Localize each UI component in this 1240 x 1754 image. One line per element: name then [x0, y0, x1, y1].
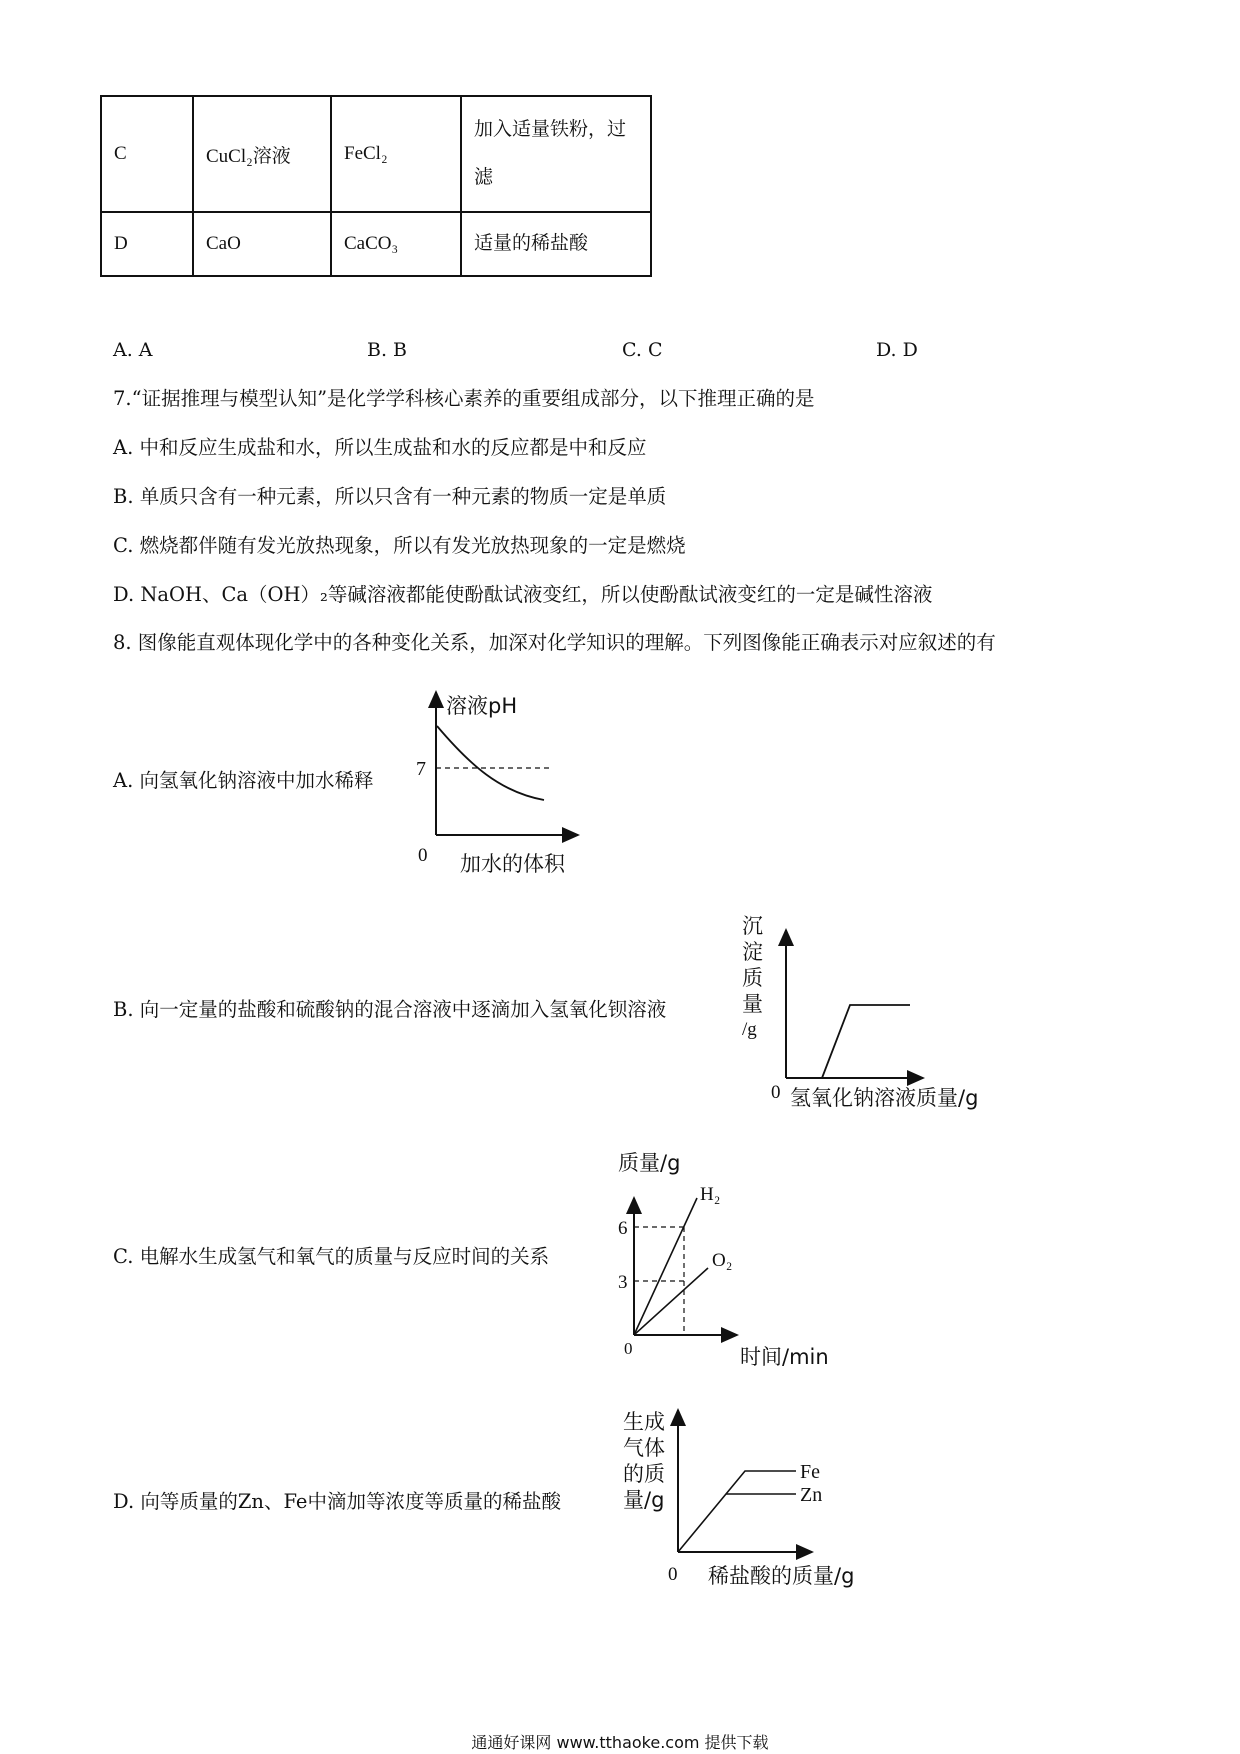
table-cell: C — [101, 96, 193, 212]
x-axis-label: 加水的体积 — [460, 852, 565, 876]
x-axis-label: 时间/min — [740, 1345, 829, 1369]
graph-c — [612, 1150, 842, 1380]
table-cell: CaO — [193, 212, 331, 276]
y-axis-label-3: 的质 — [623, 1462, 665, 1486]
footer-source: 通通好课网 www.tthaoke.com 提供下载 — [471, 1733, 769, 1752]
reagent-table — [100, 95, 652, 277]
q7-stem: 7.“证据推理与模型认知”是化学学科核心素养的重要组成部分，以下推理正确的是 — [113, 387, 815, 410]
y-axis-label: 质量/g — [618, 1151, 681, 1175]
table-cell: 适量的稀盐酸 — [461, 212, 651, 276]
origin-label: 0 — [771, 1082, 781, 1103]
q8-option-a[interactable]: A. 向氢氧化钠溶液中加水稀释 — [113, 769, 374, 792]
y-axis-label-3: 质 — [742, 966, 763, 990]
x-axis-label: 稀盐酸的质量/g — [708, 1564, 855, 1588]
o2-line — [634, 1268, 708, 1335]
y-axis-label-5: /g — [742, 1019, 757, 1040]
table-cell: FeCl₂ — [331, 96, 461, 212]
q8-option-d[interactable]: D. 向等质量的Zn、Fe中滴加等浓度等质量的稀盐酸 — [113, 1490, 561, 1513]
y-axis-label-1: 沉 — [742, 914, 763, 938]
tick-3: 3 — [618, 1272, 628, 1293]
q7-option-c[interactable]: C. 燃烧都伴随有发光放热现象，所以有发光放热现象的一定是燃烧 — [113, 534, 686, 557]
q7-option-a[interactable]: A. 中和反应生成盐和水，所以生成盐和水的反应都是中和反应 — [113, 436, 647, 459]
fe-line — [678, 1471, 796, 1552]
q7-option-d[interactable]: D. NaOH、Ca（OH）₂等碱溶液都能使酚酞试液变红，所以使酚酞试液变红的一定是碱性溶液 — [113, 583, 933, 606]
q7-option-b[interactable]: B. 单质只含有一种元素，所以只含有一种元素的物质一定是单质 — [113, 485, 667, 508]
choice-b[interactable]: B. B — [367, 339, 408, 361]
y-axis-label: 溶液pH — [446, 694, 518, 718]
origin-label: 0 — [624, 1339, 633, 1358]
tick-6: 6 — [618, 1218, 628, 1239]
tick-7: 7 — [416, 758, 426, 780]
graph-a — [410, 680, 590, 880]
zn-label: Zn — [800, 1484, 823, 1506]
table-cell: D — [101, 212, 193, 276]
table-cell: CuCl₂溶液 — [193, 96, 331, 212]
q8-option-b[interactable]: B. 向一定量的盐酸和硫酸钠的混合溶液中逐滴加入氢氧化钡溶液 — [113, 998, 667, 1021]
graph-d — [620, 1400, 870, 1600]
choice-d[interactable]: D. D — [876, 339, 918, 361]
y-axis-label-2: 气体 — [623, 1436, 665, 1460]
y-axis-label-2: 淀 — [742, 940, 763, 964]
table-cell: CaCO₃ — [331, 212, 461, 276]
o2-label: O₂ — [712, 1250, 733, 1271]
fe-label: Fe — [800, 1461, 820, 1483]
y-axis-label-1: 生成 — [623, 1410, 665, 1434]
h2-line — [634, 1198, 697, 1335]
choice-a[interactable]: A. A — [113, 339, 153, 361]
choice-c[interactable]: C. C — [622, 339, 663, 361]
y-axis-label-4: 量 — [742, 992, 763, 1016]
graph-b — [738, 900, 1008, 1125]
q8-stem: 8. 图像能直观体现化学中的各种变化关系，加深对化学知识的理解。下列图像能正确表示对应叙述的有 — [113, 631, 996, 654]
y-axis-label-4: 量/g — [623, 1488, 665, 1512]
origin-label: 0 — [418, 845, 428, 866]
q8-option-c[interactable]: C. 电解水生成氢气和氧气的质量与反应时间的关系 — [113, 1245, 550, 1268]
ph-curve — [437, 726, 544, 800]
h2-label: H₂ — [700, 1184, 721, 1205]
table-cell: 加入适量铁粉，过滤 — [461, 96, 651, 212]
table-row — [101, 212, 651, 276]
table-row — [101, 96, 651, 212]
origin-label: 0 — [668, 1564, 678, 1585]
x-axis-label: 氢氧化钠溶液质量/g — [790, 1086, 979, 1110]
precipitate-line — [822, 1005, 910, 1078]
